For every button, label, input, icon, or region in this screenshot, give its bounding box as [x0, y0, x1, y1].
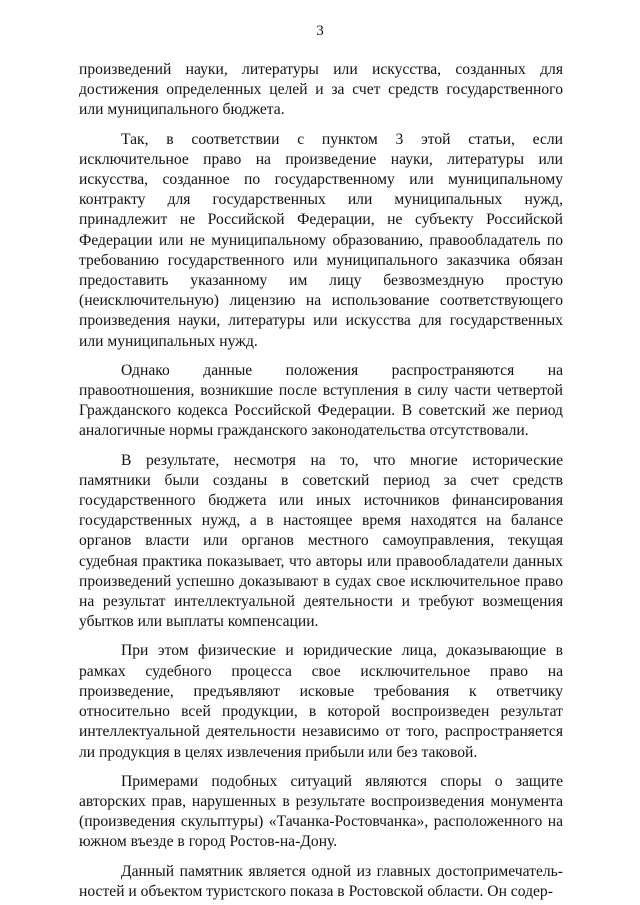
paragraph: При этом физические и юридические лица, доказывающие в рамках судебного процесса свое исключительное право на произведение, предъявляют исковые требования к ответчику относительно всей продукции, в которой воспроизведен результат интеллектуальной деятельности независимо от того, распространяется ли продукция в целях извлечения прибыли или без таковой.	[79, 642, 563, 761]
page-number: 3	[316, 23, 324, 39]
paragraph: Так, в соответствии с пунктом 3 этой статьи, если исключительное право на произведение науки, литературы или искусства, созданное по государственному или муниципальному контракту для государственных или муниципальных нужд, принадлежит не Российской Федерации, не субъекту Российской Федерации или не муниципальному образованию, правообладатель по требованию государственного или муниципального заказчика обязан предоставить указанному им лицу безвозмездную простую (неисключительную) лицензию на использование соответствующего произведения науки, литературы или искусства для государственных или муниципальных нужд.	[79, 130, 563, 350]
paragraph: Данный памятник является одной из главных достопримечательностей и объектом туристского показа в Ростовской области. Он содер-	[79, 862, 563, 900]
paragraph: Примерами подобных ситуаций являются споры о защите авторских прав, нарушенных в результате воспроизведения монумента (произведения скульптуры) «Тачанка-Ростовчанка», расположенного на южном въезде в город Ростов-на-Дону.	[79, 772, 563, 851]
paragraph-continuation: произведений науки, литературы или искусства, созданных для достижения определенных целей и за счет средств государственного или муниципального бюджета.	[79, 61, 563, 119]
paragraph: В результате, несмотря на то, что многие исторические памятники были созданы в советский период за счет средств государственного бюджета или иных источников финансирования государственных нужд, а в настоящее время находятся на балансе органов власти или органов местного самоуправления, текущая судебная практика показывает, что авторы или правообладатели данных произведений успешно доказывают в судах свое исключительное право на результат интеллектуальной деятельности и требуют возмещения убытков или выплаты компенсации.	[79, 451, 563, 631]
paragraph: Однако данные положения распространяются на правоотношения, возникшие после вступления в силу части четвертой Гражданского кодекса Российской Федерации. В советский же период аналогичные нормы гражданского законодательства отсутствовали.	[79, 361, 563, 440]
document-body	[79, 60, 563, 902]
